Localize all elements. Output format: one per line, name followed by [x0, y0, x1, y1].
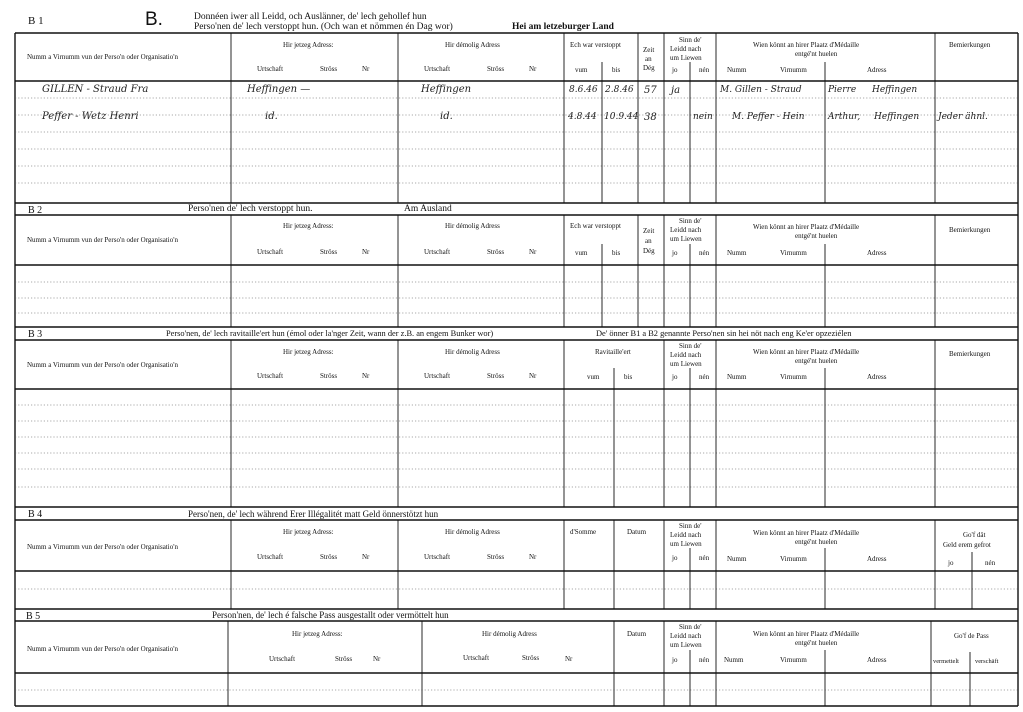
b3-col-former-address: Hir démolig Adress [445, 348, 500, 356]
b2-former-sub-place: Urtschaft [424, 248, 451, 256]
b1-row-1-confirm-first: Pierre [828, 85, 857, 95]
b1-former-sub-place: Urtschaft [424, 65, 451, 73]
b2-col-remarks: Bemierkungen [949, 226, 991, 234]
b4-sub-place: Urtschaft [257, 553, 284, 561]
b2-sub-place: Urtschaft [257, 248, 284, 256]
b3-title-suffix: De' önner B1 a B2 genannte Perso'nen sin hei nöt nach eng Ke'er opzeziélen [596, 329, 852, 338]
b1-row-2-confirm-name: M. Peffer - Hein [732, 112, 805, 122]
b2-former-sub-nr: Nr [529, 248, 537, 256]
b4-sub-no: nén [699, 554, 710, 562]
b3-col-remarks: Bemierkungen [949, 350, 991, 358]
b1-row-1-place: Heffingen — [247, 84, 311, 95]
b1-row-1-confirm-address: Heffingen [872, 85, 918, 95]
b1-row-1-to: 2.8.46 [605, 85, 634, 95]
b1-sub-virnumm: Virnumm [780, 66, 807, 74]
b3-sub-virnumm: Virnumm [780, 373, 807, 381]
b3-sub-nr: Nr [362, 372, 370, 380]
b5-sub-adress: Adress [867, 656, 887, 664]
b4-sub-virnumm: Virnumm [780, 555, 807, 563]
b5-sub-nr: Nr [373, 655, 381, 663]
b4-col-sum: d'Somme [570, 528, 597, 536]
b4-former-sub-street: Ströss [487, 553, 505, 561]
b3-col-alive-3: um Liewen [670, 360, 702, 368]
b1-row-2-no: nein [693, 112, 713, 122]
b1-col-confirm-2: entgé'nt huelen [795, 50, 838, 58]
b1-sub-yes: jo [672, 66, 678, 74]
b1-col-confirm-1: Wien könnt an hirer Plaatz d'Médaille [753, 41, 860, 49]
b3-sub-numm: Numm [727, 373, 747, 381]
b1-col-current-address: Hir jetzeg Adress: [283, 41, 334, 49]
b3-former-sub-nr: Nr [529, 372, 537, 380]
b4-col-name: Numm a Virnumm vun der Perso'n oder Organisatio'n [27, 543, 178, 551]
b1-letter: B. [145, 9, 163, 30]
b1-col-former-address: Hir démolig Adress [445, 41, 500, 49]
b2-col-former-address: Hir démolig Adress [445, 222, 500, 230]
b5-col-name: Numm a Virnumm vun der Perso'n oder Organisatio'n [27, 645, 178, 653]
b5-sub-no: nén [699, 656, 710, 664]
b2-col-confirm-2: entgé'nt huelen [795, 232, 838, 240]
b4-refund-sub-yes: jo [948, 559, 954, 567]
b3-former-sub-place: Urtschaft [424, 372, 451, 380]
b1-row-2-remarks: Jeder ähnl. [938, 112, 988, 122]
b3-col-current-address: Hir jetzeg Adress: [283, 348, 334, 356]
b4-title: Perso'nen, de' lech während Erer Illégalitét matt Geld önnerstötzt hun [188, 509, 439, 519]
b2-col-confirm-1: Wien könnt an hirer Plaatz d'Médaille [753, 223, 860, 231]
b5-col-alive-1: Sinn de' [679, 623, 702, 631]
b3-former-sub-street: Ströss [487, 372, 505, 380]
b1-col-time-3: Dég [643, 64, 655, 72]
b3-col-name: Numm a Virnumm vun der Perso'n oder Organisatio'n [27, 361, 178, 369]
b4-col-confirm-1: Wien könnt an hirer Plaatz d'Médaille [753, 529, 860, 537]
b1-row-2-place: id. [265, 111, 278, 122]
b1-former-sub-nr: Nr [529, 65, 537, 73]
b1-col-time-2: an [645, 55, 652, 63]
b2-sub-virnumm: Virnumm [780, 249, 807, 257]
b5-col-pass: Go'f de Pass [954, 632, 989, 640]
b4-col-refund-1: Go'f dät [963, 531, 986, 539]
b4-col-confirm-2: entgé'nt huelen [795, 538, 838, 546]
b3-col-alive-2: Leidd nach [670, 351, 702, 359]
b1-title-line2: Perso'nen de' lech verstoppt hun. (Och wan et nömmen én Dag wor) [194, 22, 453, 32]
b4-sub-nr: Nr [362, 553, 370, 561]
b1-sub-nr: Nr [362, 65, 370, 73]
b5-col-confirm-1: Wien könnt an hirer Plaatz d'Médaille [753, 630, 860, 638]
b5-former-sub-street: Ströss [522, 654, 540, 662]
b1-row-1-days: 57 [644, 85, 657, 96]
b1-row-2-confirm-address: Heffingen [874, 112, 920, 122]
b3-sub-adress: Adress [867, 373, 887, 381]
b1-row-1-name: GILLEN - Straud Fra [42, 84, 149, 95]
b1-row-1-former: Heffingen [421, 84, 472, 95]
b4-sub-adress: Adress [867, 555, 887, 563]
b5-sub-place: Urtschaft [269, 655, 296, 663]
b3-col-supplied: Ravitaille'ert [595, 348, 631, 356]
b4-former-sub-nr: Nr [529, 553, 537, 561]
b1-sub-no: nén [699, 66, 710, 74]
b1-col-name: Numm a Virnumm vun der Perso'n oder Organisatio'n [27, 53, 178, 61]
b4-col-alive-2: Leidd nach [670, 531, 702, 539]
b4-former-sub-place: Urtschaft [424, 553, 451, 561]
b4-sub-street: Ströss [320, 553, 338, 561]
b2-col-alive-2: Leidd nach [670, 226, 702, 234]
b2-col-time-1: Zeit [643, 227, 655, 235]
b5-sub-yes: jo [672, 656, 678, 664]
b1-sub-numm: Numm [727, 66, 747, 74]
b3-col-confirm-1: Wien könnt an hirer Plaatz d'Médaille [753, 348, 860, 356]
dotted-row-lines [15, 98, 1018, 690]
b3-sub-from: vum [587, 373, 600, 381]
b2-sub-no: nén [699, 249, 710, 257]
b5-col-confirm-2: entgé'nt huelen [795, 639, 838, 647]
b5-sub-street: Ströss [335, 655, 353, 663]
column-rules [228, 33, 972, 706]
b5-col-alive-3: um Liewen [670, 641, 702, 649]
b5-sub-numm: Numm [724, 656, 744, 664]
b1-col-alive-3: um Liewen [670, 54, 702, 62]
b4-col-alive-3: um Liewen [670, 540, 702, 548]
b5-col-former-address: Hir démolig Adress [482, 630, 537, 638]
b2-col-current-address: Hir jetzeg Adress: [283, 222, 334, 230]
b2-code: B 2 [28, 205, 43, 216]
b1-sub-from: vum [575, 66, 588, 74]
b5-former-sub-nr: Nr [565, 655, 573, 663]
b1-col-alive-2: Leidd nach [670, 45, 702, 53]
b1-sub-place: Urtschaft [257, 65, 284, 73]
b4-sub-numm: Numm [727, 555, 747, 563]
b3-code: B 3 [28, 329, 43, 340]
b1-row-2-confirm-first: Arthur, [828, 112, 861, 122]
b1-title-line1: Donnéen iwer all Leidd, och Auslänner, de' lech gehollef hun [194, 12, 427, 22]
b2-title-suffix: Am Ausland [404, 204, 452, 214]
b5-col-date: Datum [627, 630, 647, 638]
b2-sub-adress: Adress [867, 249, 887, 257]
b2-sub-from: vum [575, 249, 588, 257]
b4-col-alive-1: Sinn de' [679, 522, 702, 530]
b3-col-confirm-2: entgé'nt huelen [795, 357, 838, 365]
b3-sub-to: bis [624, 373, 633, 381]
b1-col-remarks: Bemierkungen [949, 41, 991, 49]
b5-code: B 5 [26, 611, 41, 622]
b2-former-sub-street: Ströss [487, 248, 505, 256]
b1-row-1-yes: ja [671, 85, 681, 96]
b1-sub-street: Ströss [320, 65, 338, 73]
b1-row-1-confirm-name: M. Gillen - Straud [720, 85, 802, 95]
b2-sub-street: Ströss [320, 248, 338, 256]
b5-sub-virnumm: Virnumm [780, 656, 807, 664]
b1-col-hidden: Ech war verstoppt [570, 41, 621, 49]
b3-col-alive-1: Sinn de' [679, 342, 702, 350]
b1-row-2-former: id. [440, 111, 453, 122]
b1-former-sub-street: Ströss [487, 65, 505, 73]
b1-title-suffix: Hei am letzeburger Land [512, 22, 614, 32]
b4-col-refund-2: Geld erem gefrot [943, 541, 991, 549]
b2-col-hidden: Ech war verstoppt [570, 222, 621, 230]
thick-rules [15, 33, 1018, 706]
b4-col-date: Datum [627, 528, 647, 536]
b2-title: Perso'nen de' lech verstoppt hun. [188, 204, 313, 214]
b5-title: Person'nen, de' lech é falsche Pass ausgestallt oder vermöttelt hun [212, 610, 449, 620]
b2-sub-numm: Numm [727, 249, 747, 257]
b4-refund-sub-no: nén [985, 559, 996, 567]
b2-col-time-3: Dég [643, 247, 655, 255]
b3-sub-yes: jo [672, 373, 678, 381]
b3-sub-place: Urtschaft [257, 372, 284, 380]
b1-row-2-days: 38 [644, 112, 657, 123]
b1-col-alive-1: Sinn de' [679, 36, 702, 44]
b1-sub-to: bis [612, 66, 621, 74]
b5-sub-mediated: vermettelt [933, 658, 959, 665]
b5-sub-issued: verschäft [975, 658, 999, 665]
b5-col-current-address: Hir jetzeg Adress: [292, 630, 343, 638]
b1-row-2-from: 4.8.44 [568, 112, 597, 122]
b1-col-time-1: Zeit [643, 46, 655, 54]
b2-sub-nr: Nr [362, 248, 370, 256]
b2-sub-yes: jo [672, 249, 678, 257]
b4-code: B 4 [28, 509, 43, 520]
b3-sub-no: nén [699, 373, 710, 381]
b5-col-alive-2: Leidd nach [670, 632, 702, 640]
b4-sub-yes: jo [672, 554, 678, 562]
b4-col-former-address: Hir démolig Adress [445, 528, 500, 536]
b2-sub-to: bis [612, 249, 621, 257]
b1-sub-adress: Adress [867, 66, 887, 74]
b2-col-alive-3: um Liewen [670, 235, 702, 243]
b1-code: B 1 [28, 15, 44, 27]
b2-col-alive-1: Sinn de' [679, 217, 702, 225]
b1-row-1-from: 8.6.46 [569, 85, 598, 95]
b5-former-sub-place: Urtschaft [463, 654, 490, 662]
b2-col-time-2: an [645, 237, 652, 245]
b3-sub-street: Ströss [320, 372, 338, 380]
b1-row-2-to: 10.9.44 [604, 112, 639, 122]
b1-row-2-name: Peffer - Wetz Henri [42, 111, 139, 122]
b4-col-current-address: Hir jetzeg Adress: [283, 528, 334, 536]
b2-col-name: Numm a Virnumm vun der Perso'n oder Organisatio'n [27, 236, 178, 244]
b3-title: Perso'nen, de' lech ravitaille'ert hun (émol oder la'nger Zeit, wann der z.B. an engem Bunker wor) [166, 329, 494, 338]
